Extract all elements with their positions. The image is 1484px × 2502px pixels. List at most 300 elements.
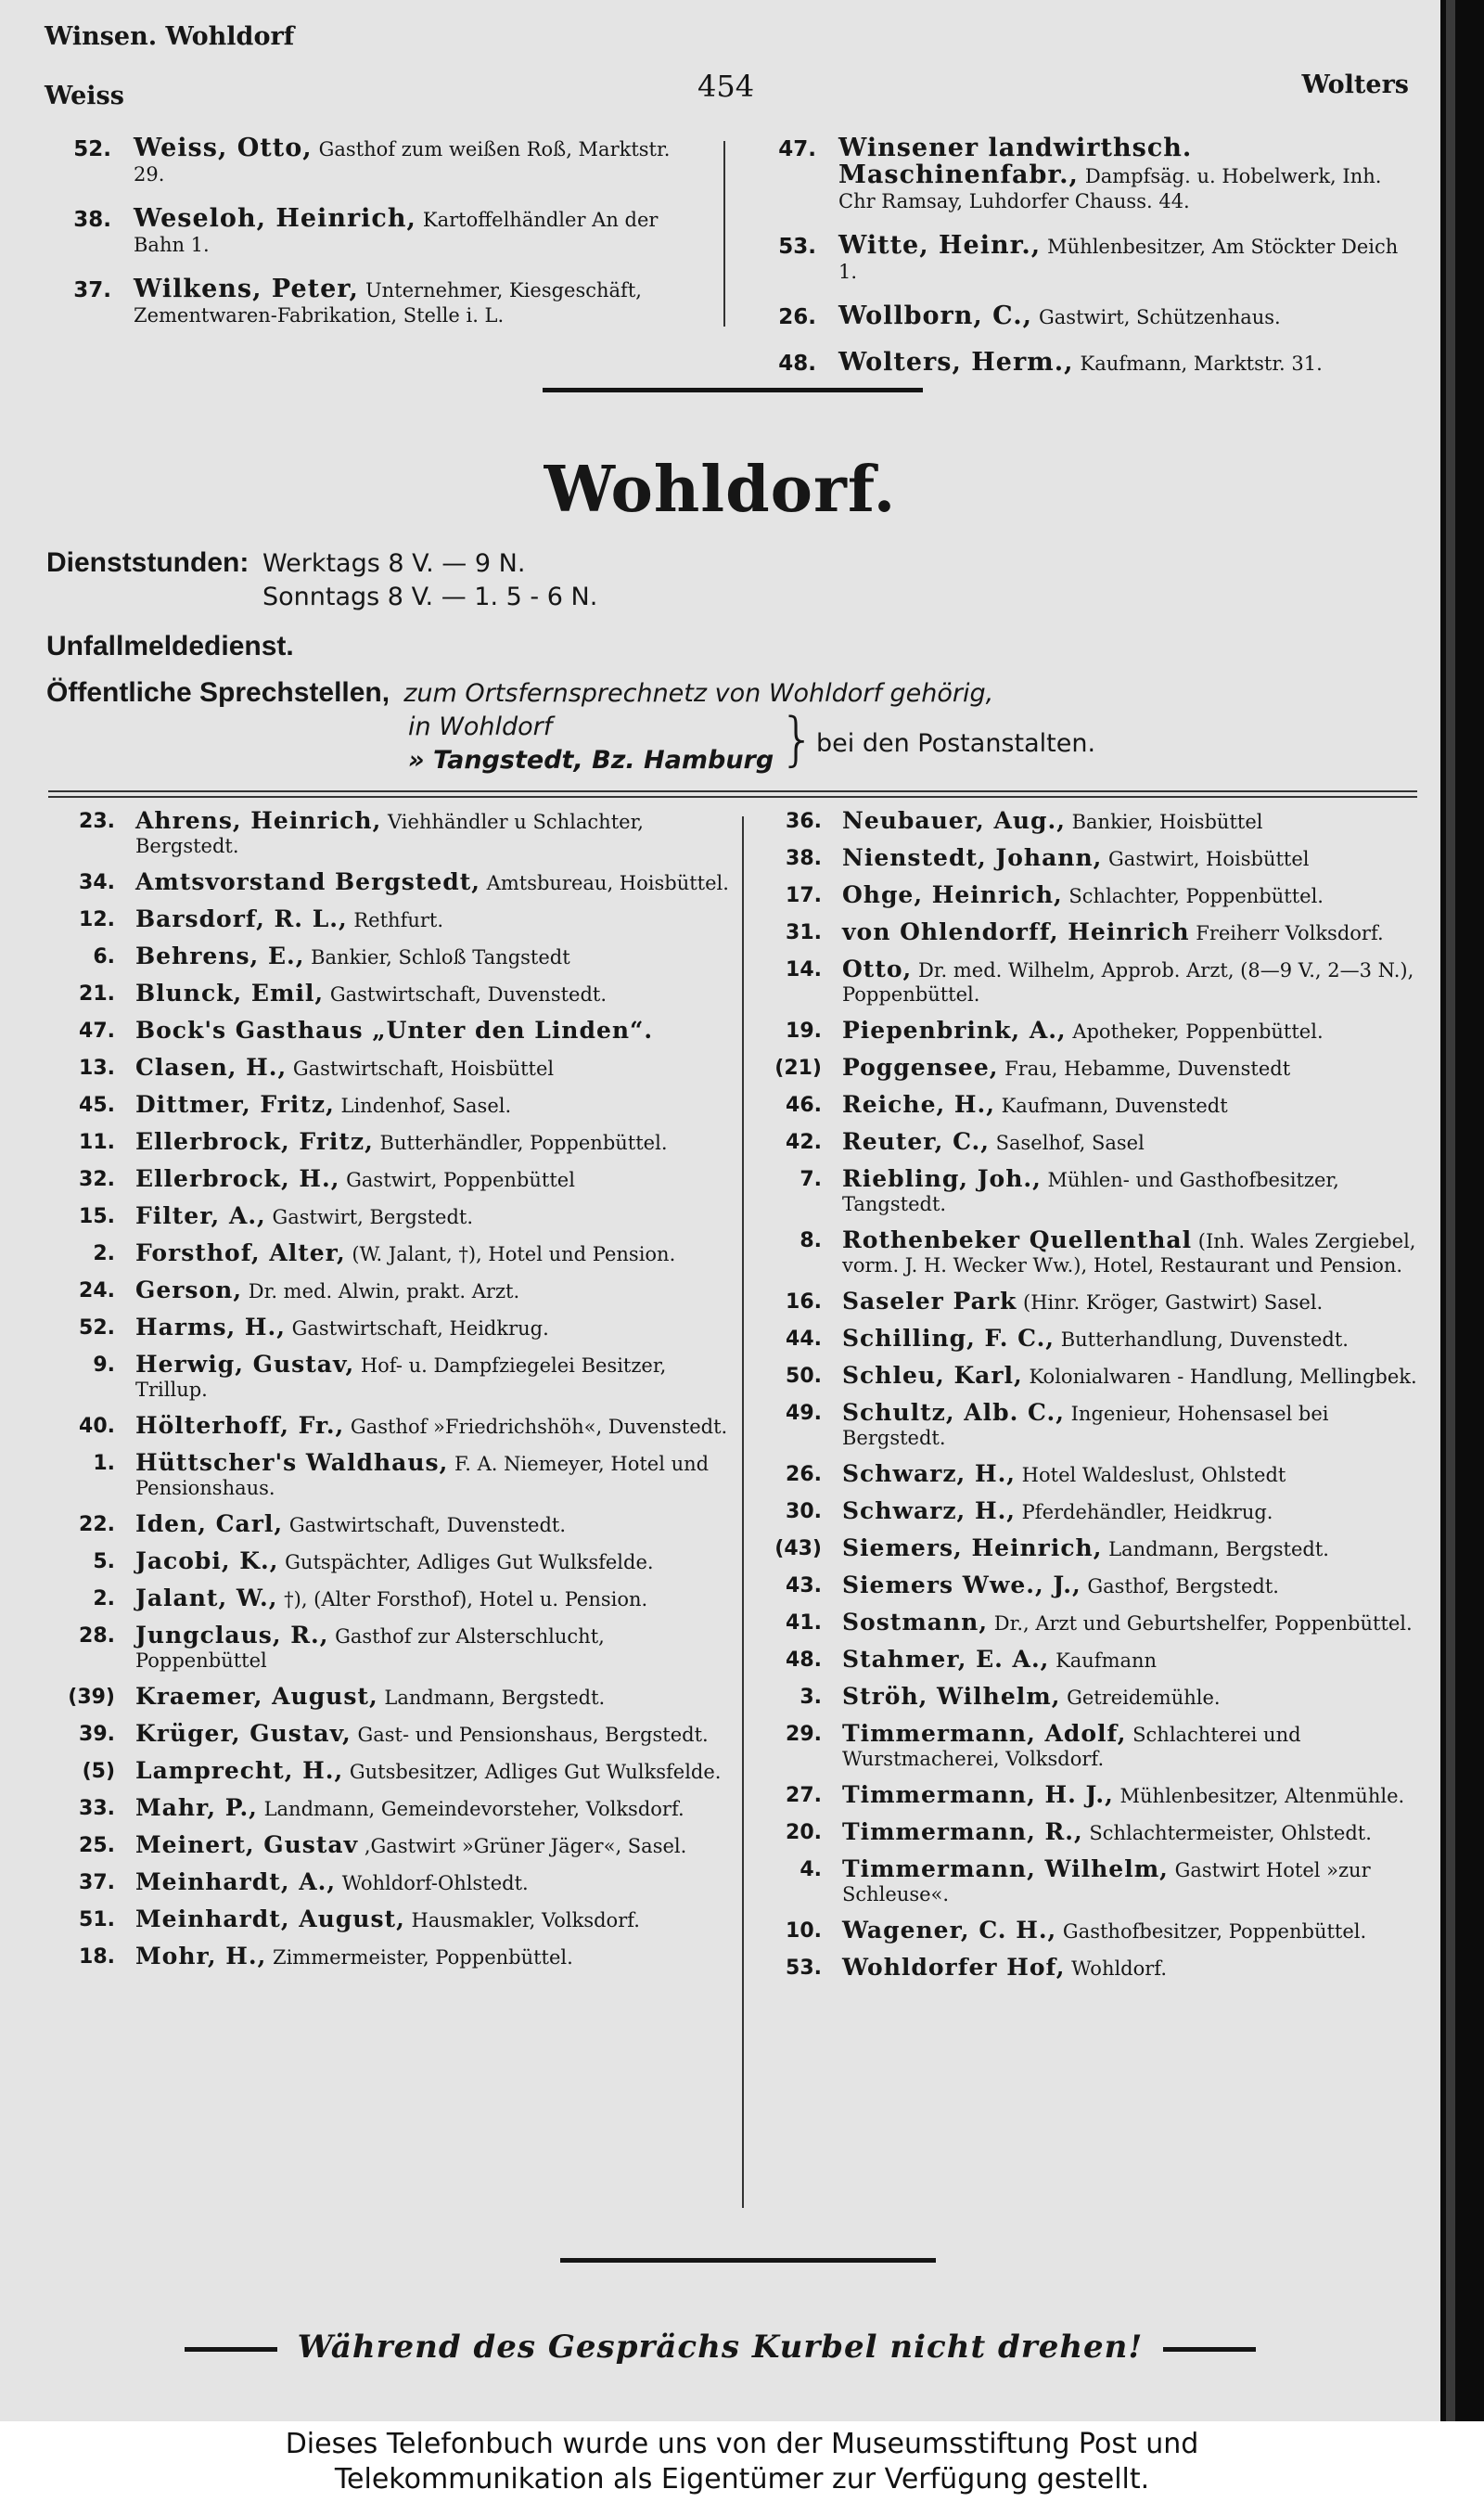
entry-description: ,Gastwirt »Grüner Jäger«, Sasel. <box>364 1835 687 1857</box>
entry-text <box>135 1130 742 1155</box>
entry-description: Apotheker, Poppenbüttel. <box>1072 1020 1324 1043</box>
entry-description: Gasthof zur Alsterschlucht, Poppenbüttel <box>135 1625 605 1672</box>
entry-description: Gasthof, Bergstedt. <box>1087 1575 1279 1597</box>
entry-text <box>842 1820 1430 1845</box>
directory-entry <box>56 944 742 969</box>
entry-number: 20. <box>786 1821 822 1844</box>
entry-text <box>842 1056 1430 1081</box>
entry-number: 12. <box>79 908 115 931</box>
entry-text <box>135 1623 742 1673</box>
entry-name: Amtsvorstand Bergstedt, <box>135 868 480 895</box>
entry-name: Nienstedt, Johann, <box>842 844 1103 871</box>
entry-name: Lamprecht, H., <box>135 1757 344 1784</box>
entry-number: 14. <box>786 958 822 982</box>
entry-number: 29. <box>786 1723 822 1746</box>
entry-number: 43. <box>786 1574 822 1597</box>
caption-line-1: Dieses Telefonbuch wurde uns von der Museumsstiftung Post und <box>285 2428 1199 2460</box>
entry-description: Pferdehändler, Heidkrug. <box>1021 1501 1273 1523</box>
footer-dash-right <box>1163 2347 1256 2352</box>
directory-entry <box>56 982 742 1007</box>
directory-entry <box>762 1783 1430 1808</box>
entry-name: Wilkens, Peter, <box>134 275 359 303</box>
directory-entry <box>56 1722 742 1747</box>
entry-name: Timmermann, Wilhelm, <box>842 1855 1169 1882</box>
entry-description: Gasthof »Friedrichshöh«, Duvenstedt. <box>350 1416 728 1438</box>
page-title: Wohldorf. <box>544 453 897 527</box>
entry-description: Gutspächter, Adliges Gut Wulksfelde. <box>285 1551 654 1573</box>
entry-description: Butterhandlung, Duvenstedt. <box>1060 1328 1349 1351</box>
entry-description: Schlachterei und Wurstmacherei, Volksdorf. <box>842 1724 1301 1770</box>
directory-entry <box>762 1056 1430 1081</box>
entry-description: Mühlenbesitzer, Am Stöckter Deich 1. <box>838 236 1399 283</box>
directory-entry <box>56 1278 742 1303</box>
entry-text <box>135 1241 742 1266</box>
entry-name: von Ohlendorff, Heinrich <box>842 918 1190 945</box>
directory-entry <box>762 1918 1430 1944</box>
entry-text <box>135 1796 742 1821</box>
directory-entry <box>56 1056 742 1081</box>
entry-name: Jalant, W., <box>135 1585 278 1611</box>
directory-entry <box>56 1586 742 1611</box>
entry-number: 53. <box>778 235 816 259</box>
entry-name: Clasen, H., <box>135 1054 288 1081</box>
entry-name: Ohge, Heinrich, <box>842 881 1063 908</box>
entry-description: Lindenhof, Sasel. <box>340 1095 512 1117</box>
entry-number: 45. <box>79 1094 115 1117</box>
entry-description: Saselhof, Sasel <box>995 1132 1145 1154</box>
entry-name: Saseler Park <box>842 1288 1017 1315</box>
entry-number: 50. <box>786 1365 822 1388</box>
directory-entry <box>762 1364 1430 1389</box>
entry-number: 39. <box>79 1723 115 1746</box>
entry-description: Hausmakler, Volksdorf. <box>411 1909 640 1931</box>
entry-description: Viehhändler u Schlachter, Bergstedt. <box>135 811 644 857</box>
entry-name: Otto, <box>842 956 913 982</box>
entry-number: 22. <box>79 1513 115 1536</box>
entry-text <box>135 1759 742 1784</box>
entry-text <box>135 1167 742 1192</box>
directory-entry <box>762 1573 1430 1598</box>
entry-name: Stahmer, E. A., <box>842 1646 1050 1673</box>
entry-name: Timmermann, H. J., <box>842 1781 1114 1808</box>
place-tangstedt: » Tangstedt, Bz. Hamburg <box>408 746 774 775</box>
entry-name: Meinert, Gustav <box>135 1831 359 1858</box>
entry-description: F. A. Niemeyer, Hotel und Pensionshaus. <box>135 1453 710 1499</box>
entry-text <box>135 1870 742 1895</box>
entry-description: Ingenieur, Hohensasel bei Bergstedt. <box>842 1403 1329 1449</box>
directory-entry <box>762 1610 1430 1636</box>
entry-text <box>135 1833 742 1858</box>
directory-entry <box>762 920 1430 945</box>
entry-name: Sostmann, <box>842 1609 989 1636</box>
entry-description: Gasthof zum weißen Roß, Marktstr. 29. <box>134 138 671 186</box>
entry-text <box>135 1512 742 1537</box>
entry-text <box>135 1019 742 1044</box>
entry-number: 51. <box>79 1908 115 1931</box>
hours-weekday: Werktags 8 V. — 9 N. <box>262 549 526 578</box>
entry-text <box>135 1278 742 1303</box>
entry-description: Freiherr Volksdorf. <box>1196 922 1384 944</box>
footer-dash-left <box>185 2347 277 2352</box>
entry-text <box>838 233 1419 285</box>
directory-entry <box>762 1536 1430 1561</box>
directory-entry <box>56 1944 742 1970</box>
directory-entry <box>56 1907 742 1932</box>
entry-description: Bankier, Schloß Tangstedt <box>311 946 570 969</box>
directory-entry <box>762 1685 1430 1710</box>
entry-number: 37. <box>73 278 111 302</box>
entry-name: Hölterhoff, Fr., <box>135 1412 345 1439</box>
entry-name: Meinhardt, August, <box>135 1905 405 1932</box>
entry-number: 24. <box>79 1279 115 1302</box>
archive-caption <box>0 2421 1484 2502</box>
directory-entry <box>56 1204 742 1229</box>
entry-number: 3. <box>800 1686 822 1709</box>
entry-description: Amtsbureau, Hoisbüttel. <box>486 872 729 894</box>
entry-description: Gastwirt, Hoisbüttel <box>1108 848 1310 870</box>
directory-entry <box>761 350 1419 378</box>
entry-text <box>135 1944 742 1970</box>
entry-description: Gastwirtschaft, Heidkrug. <box>291 1317 549 1340</box>
directory-entry <box>56 1451 742 1500</box>
entry-text <box>842 1536 1430 1561</box>
entry-text <box>135 907 742 932</box>
directory-entry <box>762 1648 1430 1673</box>
column-divider <box>723 141 725 327</box>
entry-description: Gastwirtschaft, Hoisbüttel <box>292 1058 555 1080</box>
directory-entry <box>56 1167 742 1192</box>
directory-entry <box>762 1499 1430 1524</box>
entry-text <box>135 982 742 1007</box>
entry-description: Mühlenbesitzer, Altenmühle. <box>1119 1785 1405 1807</box>
entry-text <box>842 1956 1430 1981</box>
directory-entry <box>762 883 1430 908</box>
directory-entry <box>762 957 1430 1007</box>
entry-number: 37. <box>79 1871 115 1894</box>
entry-number: 5. <box>93 1550 115 1573</box>
directory-entry <box>762 1722 1430 1771</box>
entry-description: Butterhändler, Poppenbüttel. <box>379 1132 668 1154</box>
directory-entry <box>56 135 705 187</box>
entry-description: Wohldorf. <box>1071 1957 1168 1980</box>
entry-description: Rethfurt. <box>353 909 444 931</box>
entry-number: 40. <box>79 1415 115 1438</box>
entry-text <box>842 1289 1430 1315</box>
directory-entry <box>762 846 1430 871</box>
entry-name: Piepenbrink, A., <box>842 1017 1067 1044</box>
entry-name: Mohr, H., <box>135 1943 267 1970</box>
entry-number: 17. <box>786 884 822 907</box>
entry-description: Gastwirtschaft, Duvenstedt. <box>288 1514 567 1536</box>
entry-description: Getreidemühle. <box>1067 1687 1221 1709</box>
entry-description: Gastwirt, Poppenbüttel <box>346 1169 575 1191</box>
brace-symbol: } <box>779 705 816 773</box>
entry-text <box>135 870 742 895</box>
top-entries-right <box>761 135 1419 396</box>
entry-number: 19. <box>786 1020 822 1043</box>
directory-entry <box>56 1353 742 1402</box>
entry-description: Dr. med. Alwin, prakt. Arzt. <box>248 1280 520 1302</box>
entry-description: Frau, Hebamme, Duvenstedt <box>1004 1058 1291 1080</box>
entry-description: Bankier, Hoisbüttel <box>1071 811 1263 833</box>
entry-description: Gastwirt, Schützenhaus. <box>1039 306 1281 328</box>
directory-entry <box>762 1167 1430 1216</box>
entry-number: 10. <box>786 1919 822 1943</box>
directory-entry <box>56 1414 742 1439</box>
entry-text <box>842 883 1430 908</box>
entry-description: (W. Jalant, †), Hotel und Pension. <box>352 1243 676 1265</box>
entry-name: Weiss, Otto, <box>134 134 313 162</box>
entry-description: Kartoffelhändler An der Bahn 1. <box>134 209 659 256</box>
entry-text <box>135 1315 742 1341</box>
entry-name: Wollborn, C., <box>838 302 1033 330</box>
entry-number: (39) <box>68 1686 115 1709</box>
header-place-names: Winsen. Wohldorf <box>45 22 295 51</box>
directory-entry <box>56 276 705 328</box>
directory-entry <box>56 1130 742 1155</box>
entry-text <box>842 1610 1430 1636</box>
sprechstellen-text: zum Ortsfernsprechnetz von Wohldorf gehörig, <box>403 679 994 708</box>
book-binding-edge <box>1440 0 1484 2421</box>
directory-entry <box>56 1512 742 1537</box>
entry-number: 26. <box>786 1463 822 1486</box>
entry-description: Gast- und Pensionshaus, Bergstedt. <box>357 1724 709 1746</box>
entry-number: 47. <box>79 1020 115 1043</box>
entry-text <box>842 1783 1430 1808</box>
entry-description: Hof- u. Dampfziegelei Besitzer, Trillup. <box>135 1354 667 1401</box>
entry-name: Krüger, Gustav, <box>135 1720 352 1747</box>
entry-name: Reuter, C., <box>842 1128 990 1155</box>
entry-name: Schultz, Alb. C., <box>842 1399 1065 1426</box>
entry-number: 9. <box>93 1354 115 1377</box>
entry-number: 30. <box>786 1500 822 1523</box>
entry-name: Timmermann, R., <box>842 1818 1083 1845</box>
directory-entry <box>762 1857 1430 1906</box>
entry-description: Dr., Arzt und Geburtshelfer, Poppenbüttel. <box>993 1612 1413 1635</box>
entry-number: 38. <box>786 847 822 870</box>
entry-name: Timmermann, Adolf, <box>842 1720 1127 1747</box>
directory-entry <box>762 1130 1430 1155</box>
entry-number: 15. <box>79 1205 115 1228</box>
entry-number: 25. <box>79 1834 115 1857</box>
entry-name: Riebling, Joh., <box>842 1165 1042 1192</box>
entry-name: Behrens, E., <box>135 943 305 969</box>
entry-number: 18. <box>79 1945 115 1969</box>
directory-entry <box>56 907 742 932</box>
entry-number: 52. <box>79 1316 115 1340</box>
entry-number: 1. <box>93 1452 115 1475</box>
entry-text <box>842 1364 1430 1389</box>
entry-text <box>135 944 742 969</box>
entry-name: Blunck, Emil, <box>135 980 325 1007</box>
entry-description: Gastwirt Hotel »zur Schleuse«. <box>842 1859 1371 1905</box>
entry-description: (Inh. Wales Zergiebel, vorm. J. H. Wecker Ww.), Hotel, Restaurant und Pension. <box>842 1230 1416 1277</box>
entry-text <box>842 1462 1430 1487</box>
column-divider-main <box>742 816 744 2208</box>
entry-number: 27. <box>786 1784 822 1807</box>
directory-entry <box>762 1228 1430 1277</box>
section-divider <box>543 388 923 392</box>
directory-entry <box>56 1093 742 1118</box>
entry-description: Kaufmann, Duvenstedt <box>1001 1095 1228 1117</box>
entry-text <box>842 1573 1430 1598</box>
entry-number: 26. <box>778 305 816 329</box>
entry-description: Gutsbesitzer, Adliges Gut Wulksfelde. <box>349 1761 722 1783</box>
entry-text <box>134 276 705 328</box>
entry-description: †), (Alter Forsthof), Hotel u. Pension. <box>284 1588 648 1610</box>
entry-name: Ahrens, Heinrich, <box>135 807 382 834</box>
entry-name: Mahr, P., <box>135 1794 258 1821</box>
entry-text <box>135 1451 742 1500</box>
directory-entry <box>762 1956 1430 1981</box>
entry-name: Schwarz, H., <box>842 1460 1016 1487</box>
place-wohldorf: in Wohldorf <box>408 712 553 741</box>
directory-entry <box>762 809 1430 834</box>
entry-name: Wagener, C. H., <box>842 1917 1057 1944</box>
entry-number: 2. <box>93 1587 115 1610</box>
unfallmeldedienst-label: Unfallmeldedienst. <box>46 631 294 661</box>
entry-text <box>134 135 705 187</box>
entry-number: 23. <box>79 810 115 833</box>
directory-entry <box>761 233 1419 285</box>
entry-description: Schlachter, Poppenbüttel. <box>1068 885 1324 907</box>
bottom-divider <box>560 2258 936 2263</box>
entry-name: Hüttscher's Waldhaus, <box>135 1449 449 1476</box>
entry-number: 36. <box>786 810 822 833</box>
entry-name: Iden, Carl, <box>135 1510 284 1537</box>
entry-number: 33. <box>79 1797 115 1820</box>
entry-text <box>842 1918 1430 1944</box>
entry-text <box>842 1093 1430 1118</box>
directory-entry <box>56 1623 742 1673</box>
entry-description: Schlachtermeister, Ohlstedt. <box>1089 1822 1372 1844</box>
directory-entry <box>56 1685 742 1710</box>
entry-text <box>134 206 705 258</box>
directory-entry <box>56 1759 742 1784</box>
entry-text <box>135 1586 742 1611</box>
entry-number: 41. <box>786 1611 822 1635</box>
entry-name: Schleu, Karl, <box>842 1362 1023 1389</box>
entry-text <box>842 1722 1430 1771</box>
entry-name: Weseloh, Heinrich, <box>134 204 416 233</box>
entry-text <box>135 1907 742 1932</box>
brace-note: bei den Postanstalten. <box>816 729 1096 758</box>
entry-number: 21. <box>79 982 115 1006</box>
entry-name: Ströh, Wilhelm, <box>842 1683 1061 1710</box>
entry-number: 44. <box>786 1328 822 1351</box>
entry-text <box>842 1685 1430 1710</box>
dienststunden-label: Dienststunden: <box>46 547 249 578</box>
directory-entry <box>762 1462 1430 1487</box>
entry-name: Bock's Gasthaus „Unter den Linden“. <box>135 1017 654 1044</box>
directory-entry <box>762 1289 1430 1315</box>
entry-number: 42. <box>786 1131 822 1154</box>
entry-number: 38. <box>73 208 111 232</box>
entry-description: Kaufmann <box>1055 1649 1158 1672</box>
entry-number: 47. <box>778 137 816 161</box>
footer-notice <box>0 2329 1440 2366</box>
entry-name: Harms, H., <box>135 1314 286 1341</box>
entry-description: Gastwirt, Bergstedt. <box>272 1206 474 1228</box>
entry-number: (5) <box>82 1760 115 1783</box>
entry-text <box>842 1648 1430 1673</box>
entry-text <box>842 1228 1430 1277</box>
entry-name: Wohldorfer Hof, <box>842 1954 1066 1981</box>
entry-text <box>842 1857 1430 1906</box>
entry-name: Reiche, H., <box>842 1091 995 1118</box>
entry-number: 11. <box>79 1131 115 1154</box>
directory-entry <box>761 303 1419 331</box>
directory-entry <box>56 1796 742 1821</box>
entry-description: Landmann, Bergstedt. <box>384 1687 606 1709</box>
entry-description: Kolonialwaren - Handlung, Mellingbek. <box>1029 1366 1417 1388</box>
entry-number: 28. <box>79 1624 115 1648</box>
entry-number: (43) <box>774 1537 822 1560</box>
directory-entry <box>56 1833 742 1858</box>
entry-name: Wolters, Herm., <box>838 348 1074 377</box>
entry-name: Gerson, <box>135 1277 243 1303</box>
directory-entry <box>762 1327 1430 1352</box>
entry-name: Winsener landwirthsch. Maschinenfabr., <box>838 134 1193 189</box>
entry-number: 31. <box>786 921 822 944</box>
entry-text <box>135 1056 742 1081</box>
entry-name: Schwarz, H., <box>842 1497 1016 1524</box>
entry-number: 13. <box>79 1057 115 1080</box>
entry-description: Landmann, Bergstedt. <box>1108 1538 1329 1560</box>
directory-entry <box>761 135 1419 214</box>
entry-description: Kaufmann, Marktstr. 31. <box>1080 353 1323 375</box>
entry-text <box>842 846 1430 871</box>
caption-line-2: Telekommunikation als Eigentümer zur Verfügung gestellt. <box>334 2463 1150 2496</box>
entry-text <box>135 1685 742 1710</box>
entry-description: Hotel Waldeslust, Ohlstedt <box>1021 1464 1286 1486</box>
entry-name: Jacobi, K., <box>135 1547 279 1574</box>
entry-name: Witte, Heinr., <box>838 231 1042 260</box>
entry-number: 4. <box>800 1858 822 1881</box>
entry-number: 48. <box>786 1649 822 1672</box>
entry-name: Siemers Wwe., J., <box>842 1572 1081 1598</box>
entry-text <box>842 1401 1430 1450</box>
entry-description: Dr. med. Wilhelm, Approb. Arzt, (8—9 V., 2—3 N.), Poppenbüttel. <box>842 959 1414 1006</box>
entry-description: Landmann, Gemeindevorsteher, Volksdorf. <box>263 1798 684 1820</box>
sprechstellen-label: Öffentliche Sprechstellen, <box>46 677 390 708</box>
entry-text <box>135 1204 742 1229</box>
entry-text <box>135 1353 742 1402</box>
entries-left-column <box>56 809 742 1982</box>
entry-number: 7. <box>800 1168 822 1191</box>
entry-number: 34. <box>79 871 115 894</box>
entry-number: (21) <box>774 1057 822 1080</box>
entry-description: Gasthofbesitzer, Poppenbüttel. <box>1062 1920 1367 1943</box>
entry-description: Dampfsäg. u. Hobelwerk, Inh. Chr Ramsay, Luhdorfer Chauss. 44. <box>838 165 1382 212</box>
entry-name: Barsdorf, R. L., <box>135 905 348 932</box>
entry-text <box>842 1019 1430 1044</box>
entry-name: Poggensee, <box>842 1054 999 1081</box>
entry-name: Schilling, F. C., <box>842 1325 1055 1352</box>
entry-name: Herwig, Gustav, <box>135 1351 355 1378</box>
entry-text <box>135 1722 742 1747</box>
list-top-rule <box>48 790 1417 792</box>
entry-number: 49. <box>786 1402 822 1425</box>
entry-number: 32. <box>79 1168 115 1191</box>
header-last-name: Wolters <box>1301 71 1409 99</box>
entry-name: Dittmer, Fritz, <box>135 1091 335 1118</box>
entry-text <box>135 809 742 858</box>
entry-description: Wohldorf-Ohlstedt. <box>341 1872 529 1894</box>
entry-name: Filter, A., <box>135 1202 266 1229</box>
entry-text <box>842 920 1430 945</box>
entry-text <box>842 1499 1430 1524</box>
